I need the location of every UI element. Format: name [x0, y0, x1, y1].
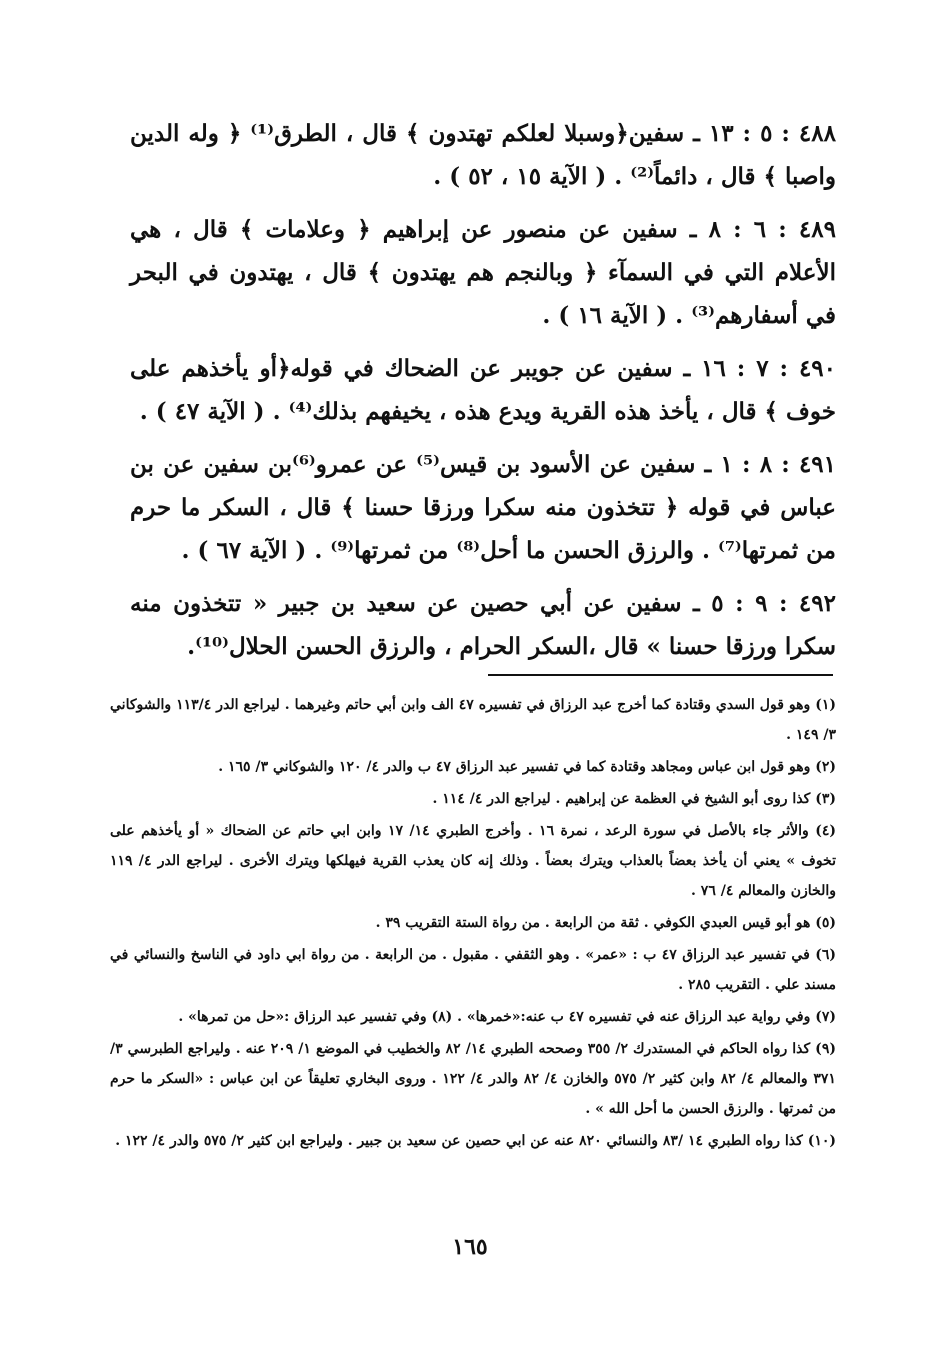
entry-488: ٤٨٨ : ٥ : ١٣ ـ سفين﴿وسبلا لعلكم تهتدون ﴾ قال ، الطرق⁽¹⁾ ﴿ وله الدين واصبا ﴾ قال ، دائماً⁽²⁾ . ( الآية ١٥ ، ٥٢ ) .: [130, 120, 836, 190]
entry-489: ٤٨٩ : ٦ : ٨ ـ سفين عن منصور عن إبراهيم ﴿ وعلامات ﴾ قال ، هي الأعلام التي في السمآء ﴿ وبالنجم هم يهتدون ﴾ قال ، يهتدون في البحر في أسفارهم⁽³⁾ . ( الآية ١٦ ) .: [130, 216, 836, 329]
entry-492: ٤٩٢ : ٩ : ٥ ـ سفين عن أبي حصين عن سعيد بن جبير « تتخذون منه سكرا ورزقا حسنا » قال ،السكر الحرام ، والرزق الحسن الحلال⁽¹⁰⁾.: [130, 590, 836, 660]
footnotes: [110, 690, 836, 1158]
footnote-3: (٣) كذا روى أبو الشيخ في العظمة عن إبراهيم . ليراجع الدر ٤/ ١١٤ .: [432, 791, 836, 807]
footnote-7-8: (٧) وفي رواية عبد الرزاق عنه في تفسيره ٤٧ ب عنه:«خمرها» . (٨) وفي تفسير عبد الرزاق :«حل من تمرها» .: [178, 1009, 836, 1025]
footnote-4: (٤) والأثر جاء بالأصل في سورة الرعد ، نمرة ١٦ . وأخرج الطبري ١٤/ ١٧ وابن ابي حاتم عن الضحاك « أو يأخذهم على تخوف » يعني أن يأخذ بعضاً بالعذاب ويترك بعضاً . وذلك إنه كان يعذب القرية فيهلكها ويترك الأخرى . ليراجع الدر ٤/ ١١٩ والخازن والمعالم ٤/ ٧٦ .: [110, 823, 836, 899]
entry-490: ٤٩٠ : ٧ : ١٦ ـ سفين عن جويبر عن الضحاك في قوله﴿أو يأخذهم على خوف ﴾ قال ، يأخذ هذه القرية ويدع هذه ، يخيفهم بذلك⁽⁴⁾ . ( الآية ٤٧ ) .: [130, 355, 836, 425]
footnote-6: (٦) في تفسير عبد الرزاق ٤٧ ب : «عمر» . وهو الثقفي . مقبول . من الرابعة . من رواة ابي داود في الناسخ والنسائي في مسند علي . التقريب ٢٨٥ .: [110, 947, 837, 993]
footnote-1: (١) وهو قول السدي وقتادة كما أخرج عبد الرزاق في تفسيره ٤٧ الف وابن أبي حاتم وغيرهما . ليراجع الدر ١١٣/٤ والشوكاني ٣/ ١٤٩ .: [110, 697, 836, 743]
footnote-5: (٥) هو أبو قيس العبدي الكوفي . ثقة من الرابعة . من رواة الستة التقريب ٣٩ .: [375, 915, 836, 931]
footnote-divider: [488, 674, 833, 676]
entry-491: ٤٩١ : ٨ : ١ ـ سفين عن الأسود بن قيس⁽⁵⁾ عن عمرو⁽⁶⁾بن سفين عن بن عباس في قوله ﴿ تتخذون منه سكرا ورزقا حسنا ﴾ قال ، السكر ما حرم من ثمرتها⁽⁷⁾ . والرزق الحسن ما أحل⁽⁸⁾ من ثمرتها⁽⁹⁾ . ( الآية ٦٧ ) .: [130, 451, 837, 564]
footnote-10: (١٠) كذا رواه الطبري ١٤ /٨٣ والنسائي ٨٢٠ عنه عن ابي حصين عن سعيد بن جبير . وليراجع ابن كثير ٢/ ٥٧٥ والدر ٤/ ١٢٢ .: [115, 1133, 836, 1149]
footnote-9: (٩) كذا رواه الحاكم في المستدرك ٢/ ٣٥٥ وصححه الطبري ١٤/ ٨٢ والخطيب في الموضع ١/ ٢٠٩ عنه . وليراجع الطبرسي ٣/ ٣٧١ والمعالم ٤/ ٨٢ وابن كثير ٢/ ٥٧٥ والخازن ٤/ ٨٢ والدر ٤/ ١٢٢ . وروى البخاري تعليقاً عن ابن عباس : «السكر ما حرم من ثمرتها . والرزق الحسن ما أحل الله » .: [110, 1041, 836, 1117]
page-number: ١٦٥: [452, 1234, 488, 1260]
footnote-2: (٢) وهو قول ابن عباس ومجاهد وقتادة كما في تفسير عبد الرزاق ٤٧ ب والدر ٤/ ١٢٠ والشوكاني ٣/ ١٦٥ .: [218, 759, 836, 775]
main-text: [130, 112, 836, 678]
